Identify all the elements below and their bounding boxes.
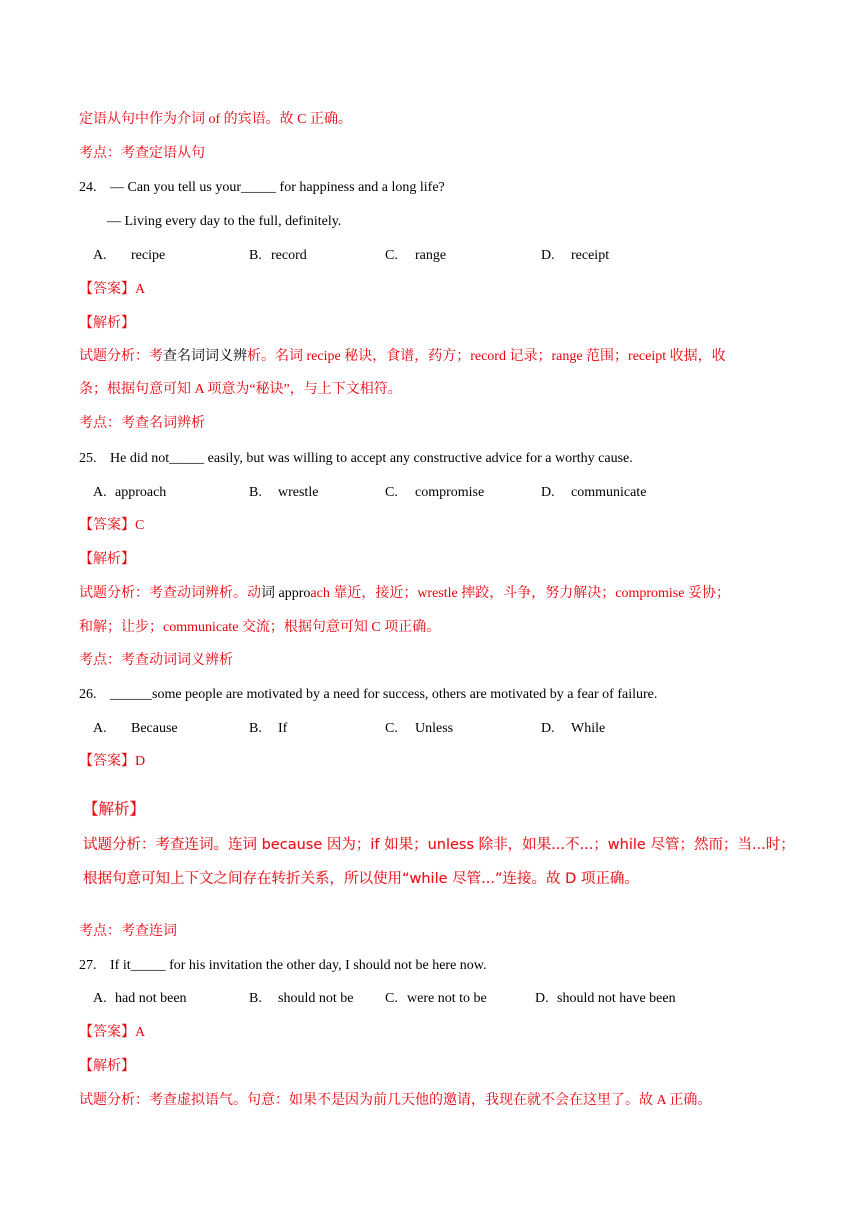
q25-option-b: B. wrestle	[249, 485, 319, 500]
q25-answer: 【答案】C	[79, 518, 145, 533]
q25-option-a: A. approach	[93, 485, 167, 500]
q24-analysis-line1: 试题分析：考查名词词义辨析。名词 recipe 秘诀，食谱，药方；record 记录；range 范围；receipt 收据，收	[79, 349, 726, 364]
q27-option-a: A. had not been	[93, 991, 187, 1006]
question-number: 25.	[79, 451, 97, 466]
q26-option-c: C. Unless	[385, 721, 454, 736]
q24-option-b: B. record	[249, 248, 307, 263]
q26-option-a: A. Because	[93, 721, 178, 736]
question-text: — Can you tell us your_____ for happiness and a long life?	[110, 180, 445, 195]
question-24-reply: — Living every day to the full, definitely.	[107, 214, 342, 229]
q25-option-c: C. compromise	[385, 485, 485, 500]
q25-analysis-line2: 和解；让步；communicate 交流；根据句意可知 C 项正确。	[79, 620, 441, 635]
question-27-stem	[79, 956, 487, 976]
q25-analysis-line1: 试题分析：考查动词辨析。动词 approach 靠近，接近；wrestle 摔跤，斗争，努力解决；compromise 妥协；	[79, 586, 730, 601]
q26-analysis-line2: 根据句意可知上下文之间存在转折关系，所以使用“while 尽管...”连接。故 D 项正确。	[83, 871, 639, 887]
question-text: ______some people are motivated by a need for success, others are motivated by a fear of failure.	[110, 687, 658, 702]
q26-option-d: D. While	[541, 721, 606, 736]
question-24-stem	[79, 178, 445, 198]
question-text: If it_____ for his invitation the other day, I should not be here now.	[110, 958, 487, 973]
q24-analysis-label: 【解析】	[79, 316, 135, 331]
q24-option-a: A. recipe	[93, 248, 166, 263]
q26-answer: 【答案】D	[79, 754, 146, 769]
question-number: 27.	[79, 958, 97, 973]
q26-analysis-image	[79, 795, 799, 895]
q24-option-c: C. range	[385, 248, 447, 263]
q25-analysis-label: 【解析】	[79, 552, 135, 567]
q24-answer: 【答案】A	[79, 282, 146, 297]
kaodian-24: 考点：考查名词辨析	[79, 416, 205, 431]
question-25-stem	[79, 449, 633, 469]
q26-analysis-line1: 试题分析：考查连词。连词 because 因为；if 如果；unless 除非，如果...不...；while 尽管；然而；当...时；	[83, 837, 795, 853]
q27-answer: 【答案】A	[79, 1025, 146, 1040]
kaodian-23: 考点：考查定语从句	[79, 146, 205, 161]
q27-analysis-line1: 试题分析：考查虚拟语气。句意：如果不是因为前几天他的邀请，我现在就不会在这里了。故 A 正确。	[79, 1093, 712, 1108]
q27-option-b: B. should not be	[249, 991, 354, 1006]
q25-option-d: D. communicate	[541, 485, 647, 500]
kaodian-26: 考点：考查连词	[79, 924, 177, 939]
analysis-continuation: 定语从句中作为介词 of 的宾语。故 C 正确。	[79, 112, 352, 127]
question-number: 24.	[79, 180, 97, 195]
question-text: He did not_____ easily, but was willing to accept any constructive advice for a worthy cause.	[110, 451, 633, 466]
kaodian-25: 考点：考查动词词义辨析	[79, 653, 233, 668]
q27-option-d: D. should not have been	[535, 991, 676, 1006]
q27-option-c: C. were not to be	[385, 991, 487, 1006]
question-26-stem	[79, 685, 657, 705]
q26-option-b: B. If	[249, 721, 288, 736]
q27-analysis-label: 【解析】	[79, 1059, 135, 1074]
q24-option-d: D. receipt	[541, 248, 610, 263]
question-number: 26.	[79, 687, 97, 702]
q24-analysis-line2: 条；根据句意可知 A 项意为“秘诀”，与上下文相符。	[79, 382, 402, 397]
q26-analysis-label: 【解析】	[83, 800, 146, 818]
